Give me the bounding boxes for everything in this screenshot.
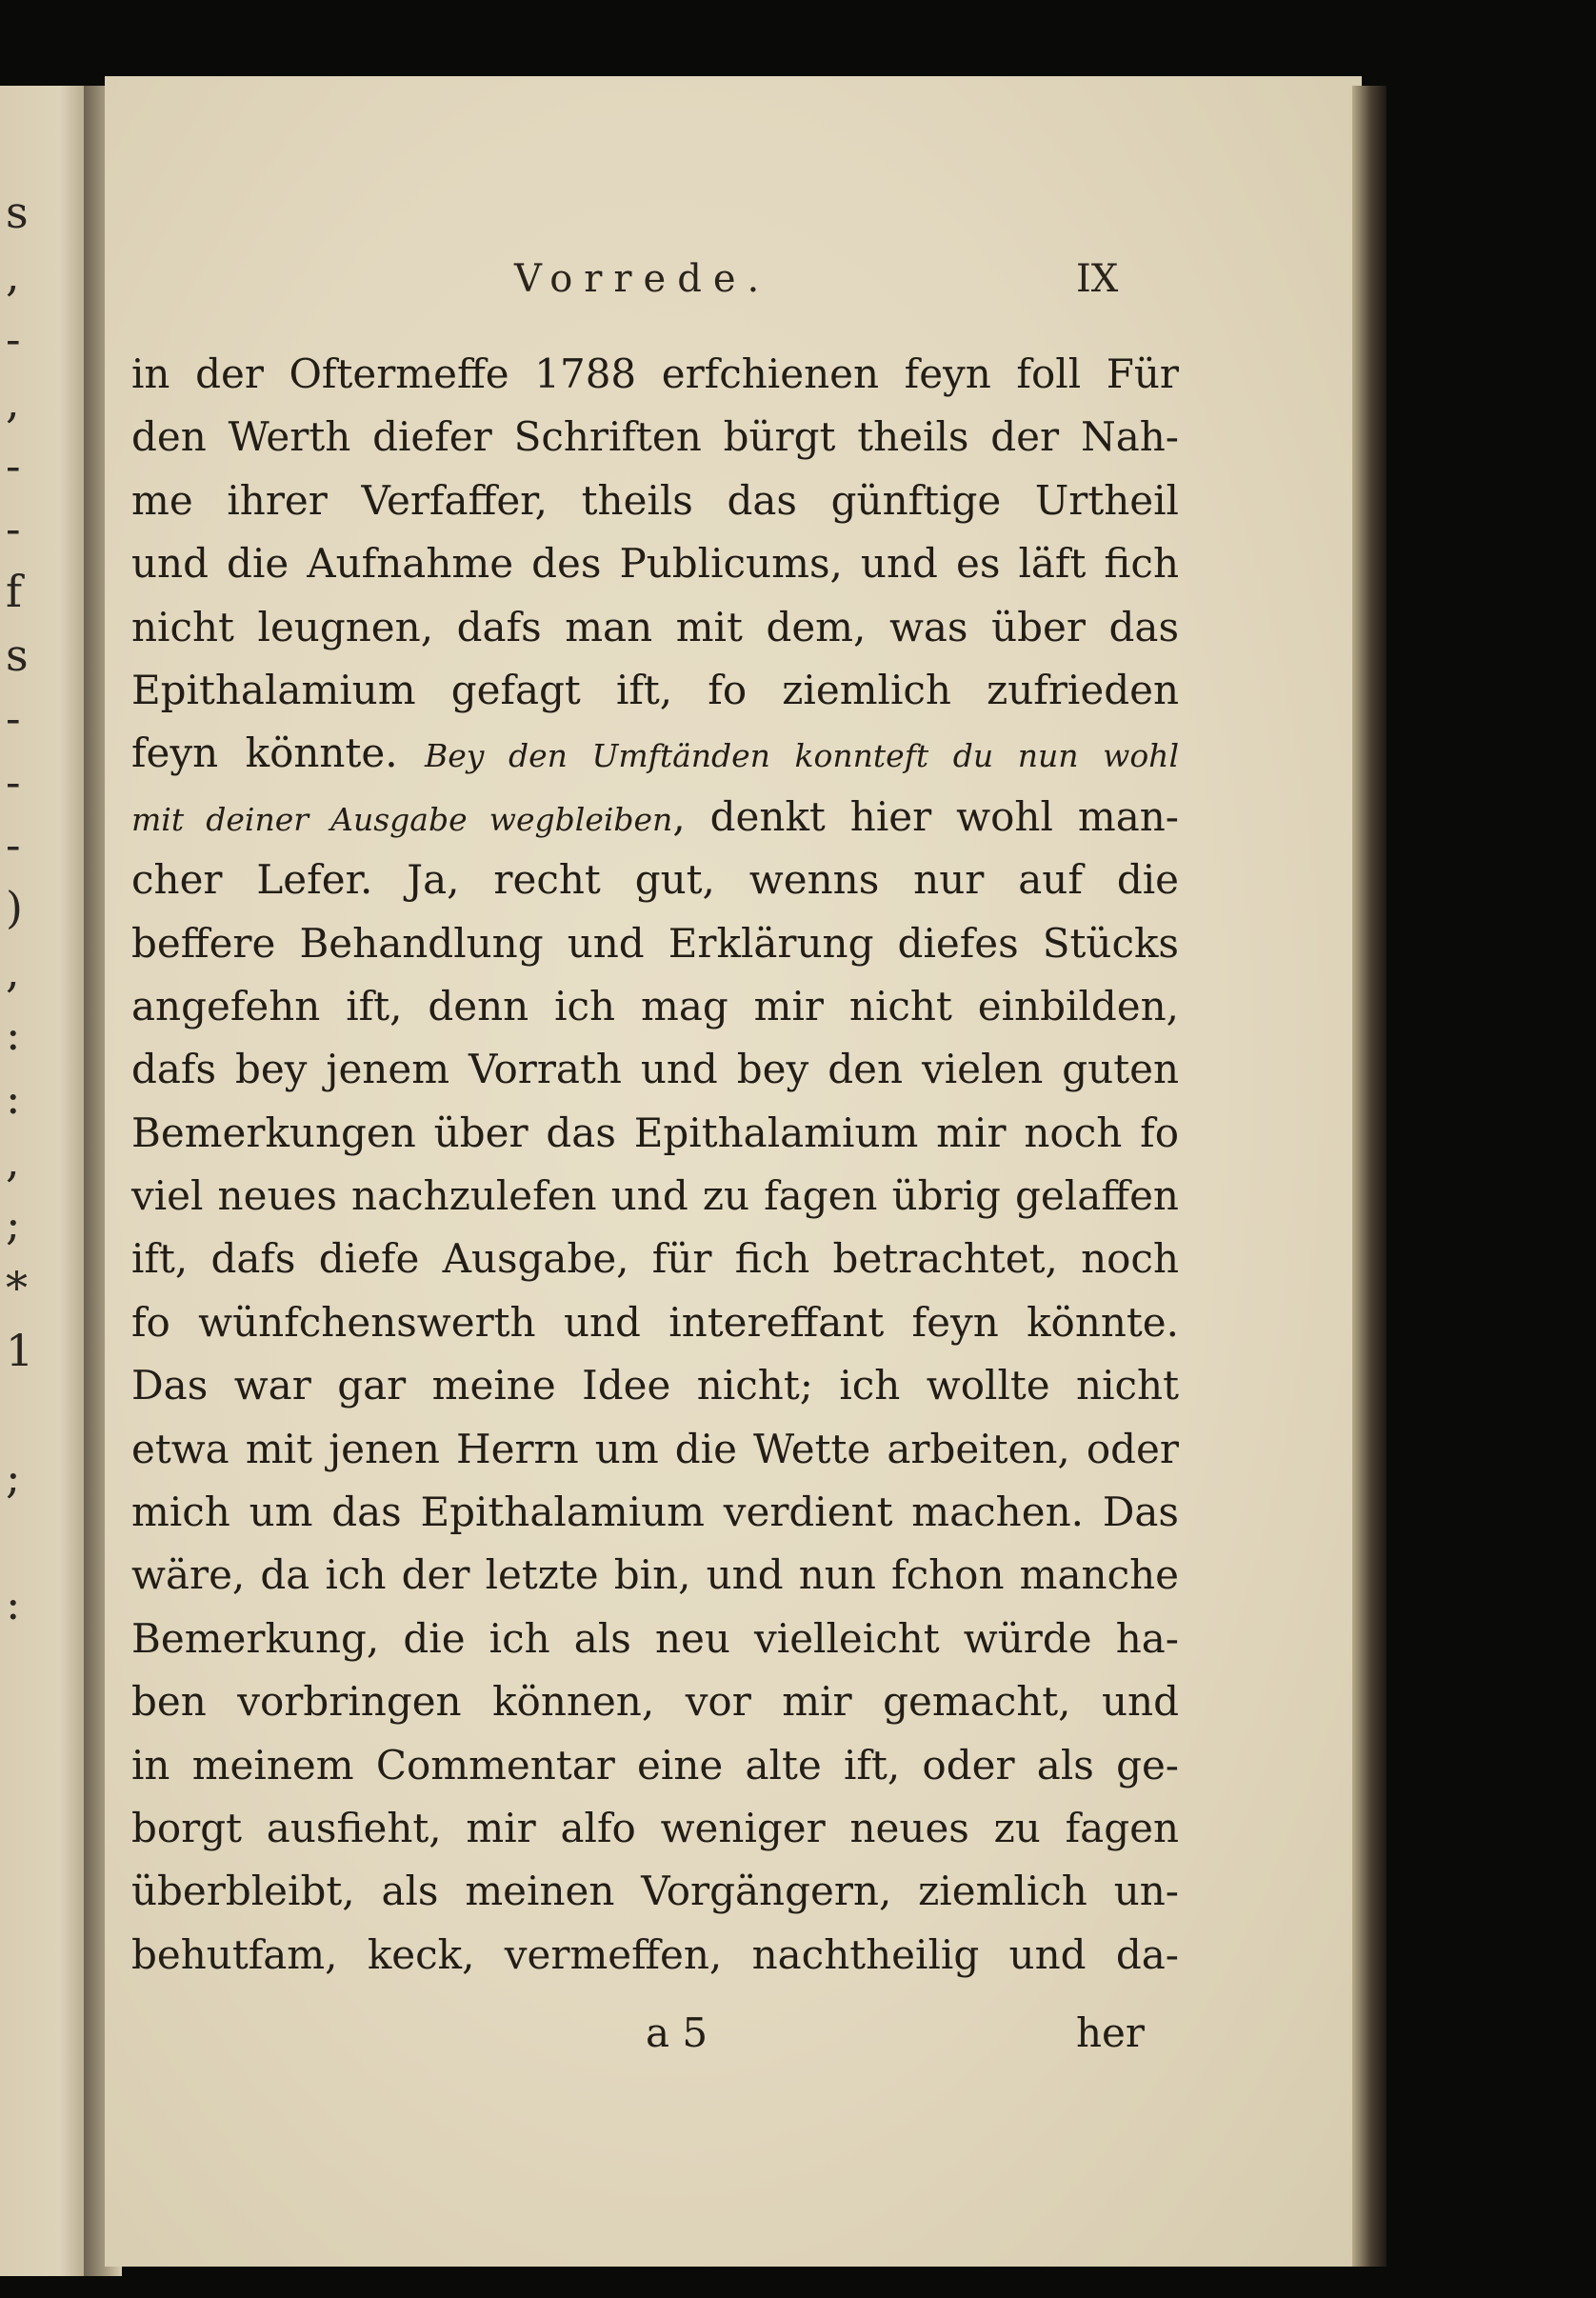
text-line <box>131 912 1179 975</box>
previous-page-fragment: - <box>6 312 21 365</box>
text-line <box>131 1860 1179 1923</box>
text-line <box>131 1924 1179 1987</box>
previous-page-fragment: ) <box>6 882 23 934</box>
text-run: in der Oftermeffe 1788 erfchienen feyn foll Für <box>131 350 1179 397</box>
previous-page-fragment: s <box>6 187 29 238</box>
text-run: angefehn ift, denn ich mag mir nicht einbilden, <box>131 982 1179 1029</box>
previous-page-fragment: ; <box>6 1198 21 1250</box>
text-line <box>131 406 1179 469</box>
previous-page-fragment: * <box>6 1261 28 1313</box>
text-line <box>131 1670 1179 1733</box>
text-run: behutfam, keck, vermeffen, nachtheilig und da- <box>131 1930 1179 1978</box>
previous-page-fragment: ; <box>6 1451 21 1503</box>
text-run: und die Aufnahme des Publicums, und es läft fich <box>131 540 1179 588</box>
previous-page-fragment: - <box>6 755 21 808</box>
text-run: in meinem Commentar eine alte ift, oder als ge- <box>131 1741 1179 1788</box>
text-run: Epithalamium gefagt ift, fo ziemlich zufrieden <box>131 666 1179 713</box>
page-number: IX <box>1076 257 1119 301</box>
previous-page-edge <box>0 86 86 2276</box>
previous-page-fragment: , <box>6 1135 20 1187</box>
text-line <box>131 1418 1179 1481</box>
text-line <box>131 1228 1179 1290</box>
text-run: Bemerkung, die ich als neu vielleicht würde ha- <box>131 1614 1179 1662</box>
text-run: me ihrer Verfaffer, theils das günftige Urtheil <box>131 476 1179 524</box>
page-block-edge <box>1352 86 1387 2267</box>
text-line <box>131 1038 1179 1101</box>
text-line <box>131 1102 1179 1165</box>
text-line <box>131 1608 1179 1670</box>
previous-page-fragment: - <box>6 692 21 745</box>
italic-run: Bey den Umftänden konnteft du nun wohl <box>425 737 1179 775</box>
previous-page-fragment: , <box>6 376 20 429</box>
text-line <box>131 1544 1179 1607</box>
running-head <box>105 257 1362 314</box>
text-line <box>131 1797 1179 1860</box>
text-run: , denkt hier wohl man- <box>672 792 1179 840</box>
catchword: her <box>1076 2009 1145 2056</box>
text-run: ben vorbringen können, vor mir gemacht, und <box>131 1678 1179 1726</box>
book-page <box>105 76 1362 2267</box>
text-run: Das war gar meine Idee nicht; ich wollte nicht <box>131 1362 1179 1409</box>
body-text <box>131 343 1179 1987</box>
text-line <box>131 532 1179 595</box>
text-line <box>131 1481 1179 1544</box>
previous-page-fragment: : <box>6 1009 21 1061</box>
previous-page-fragment: : <box>6 1071 21 1124</box>
text-line <box>131 1734 1179 1797</box>
previous-page-fragment: , <box>6 250 20 302</box>
previous-page-fragment: 1 <box>6 1325 34 1377</box>
text-run: Bemerkungen über das Epithalamium mir noch fo <box>131 1109 1179 1156</box>
text-line <box>131 659 1179 722</box>
text-line <box>131 849 1179 911</box>
text-run: den Werth diefer Schriften bürgt theils der Nah- <box>131 413 1179 461</box>
previous-page-fragment: s <box>6 629 29 681</box>
text-run: überbleibt, als meinen Vorgängern, ziemlich un- <box>131 1868 1179 1915</box>
running-title: Vorrede. <box>514 257 771 301</box>
text-run: cher Lefer. Ja, recht gut, wenns nur auf die <box>131 856 1179 904</box>
text-line <box>131 722 1179 785</box>
text-line <box>131 1291 1179 1354</box>
page-footer <box>105 2009 1362 2067</box>
signature-mark: a 5 <box>646 2009 708 2056</box>
text-run: feyn könnte. <box>131 729 398 777</box>
previous-page-fragment: - <box>6 439 21 491</box>
text-run: borgt ausfieht, mir alfo weniger neues zu fagen <box>131 1804 1179 1851</box>
previous-page-fragment: f <box>6 566 23 618</box>
text-run: etwa mit jenen Herrn um die Wette arbeiten, oder <box>131 1425 1179 1472</box>
text-run: dafs bey jenem Vorrath und bey den vielen guten <box>131 1046 1179 1093</box>
text-run: beffere Behandlung und Erklärung diefes Stücks <box>131 919 1179 967</box>
previous-page-fragment: : <box>6 1577 21 1629</box>
text-run: mich um das Epithalamium verdient machen. Das <box>131 1489 1179 1536</box>
text-run: fo wünfchenswerth und intereffant feyn könnte. <box>131 1298 1179 1346</box>
text-line <box>131 1165 1179 1228</box>
text-line <box>131 1354 1179 1417</box>
italic-run: mit deiner Ausgabe wegbleiben <box>131 800 673 838</box>
previous-page-fragment: - <box>6 503 21 554</box>
text-run: wäre, da ich der letzte bin, und nun fchon manche <box>131 1551 1179 1599</box>
text-line <box>131 343 1179 406</box>
text-line <box>131 470 1179 532</box>
text-line <box>131 786 1179 849</box>
text-run: nicht leugnen, dafs man mit dem, was über das <box>131 603 1179 650</box>
text-line <box>131 596 1179 659</box>
text-line <box>131 975 1179 1038</box>
previous-page-fragment: , <box>6 945 20 997</box>
previous-page-fragment: - <box>6 819 21 870</box>
text-run: ift, dafs diefe Ausgabe, für fich betrachtet, noch <box>131 1235 1179 1283</box>
text-run: viel neues nachzulefen und zu fagen übrig gelaffen <box>131 1172 1179 1220</box>
